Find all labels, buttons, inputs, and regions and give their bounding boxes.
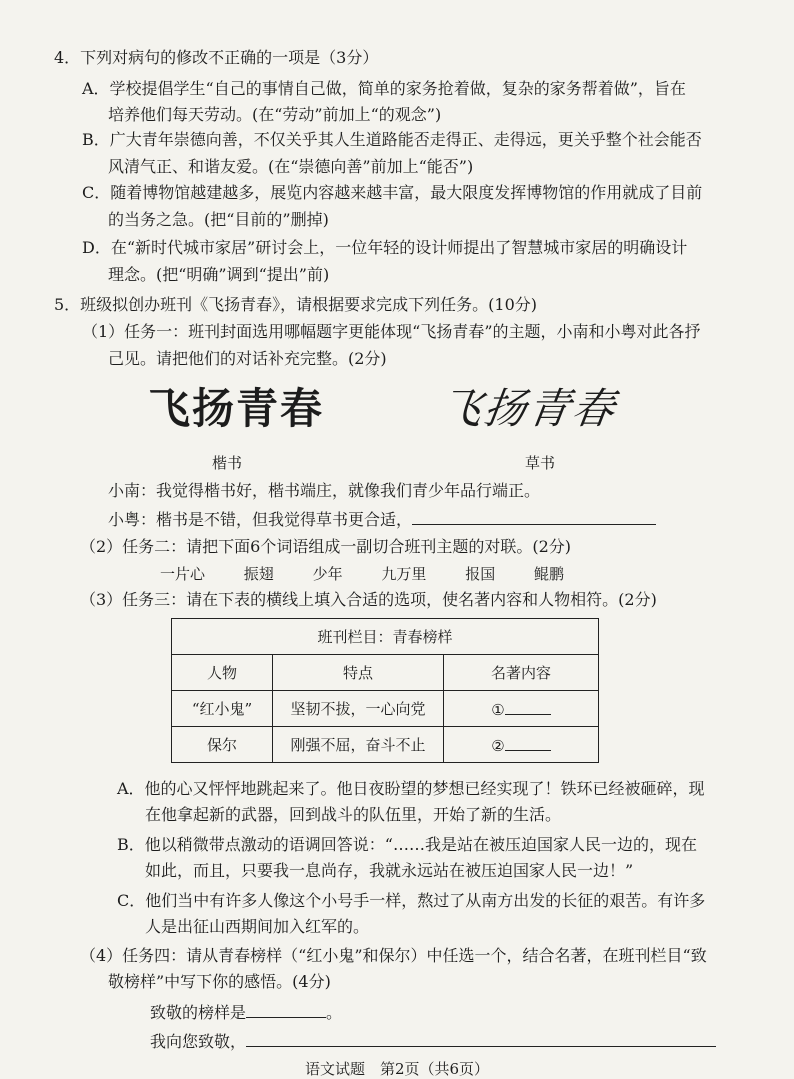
salute-role-model: 致敬的榜样是 。 (150, 1003, 343, 1022)
table-row (172, 727, 599, 763)
task1-line2: 己见。请把他们的对话补充完整。(2分) (108, 349, 387, 368)
word-6: 鲲鹏 (533, 565, 564, 583)
header-person: 人物 (172, 655, 273, 691)
cell-person: “红小鬼” (172, 691, 273, 727)
answer-blank-1[interactable] (505, 698, 551, 715)
page-footer: 语文试题 第2页（共6页） (304, 1060, 490, 1078)
q5-stem: 5．班级拟创办班刊《飞扬青春》，请根据要求完成下列任务。(10分) (54, 295, 538, 314)
salute-message: 我向您致敬， (150, 1030, 716, 1052)
role-model-table (171, 618, 599, 763)
salute-message-blank[interactable] (246, 1030, 716, 1047)
caption-kaishu: 楷书 (212, 454, 243, 472)
calligraphy-kaishu: 飞扬青春 (148, 384, 325, 433)
task4-line1: （4）任务四：请从青春榜样（“红小鬼”和保尔）中任选一个，结合名著，在班刊栏目“致 (80, 946, 707, 965)
task3-option-a-line1: A．他的心又怦怦地跳起来了。他日夜盼望的梦想已经实现了！铁环已经被砸碎，现 (117, 779, 705, 798)
role-model-blank[interactable] (246, 1001, 326, 1018)
task3-option-c-line2: 人是出征山西期间加入红军的。 (145, 917, 370, 936)
word-5: 报国 (465, 565, 496, 583)
calligraphy-caoshu: 飞扬青春 (436, 384, 620, 433)
xiaoyue-answer-blank[interactable] (412, 508, 656, 525)
xiaoyue-dialogue: 小粤：楷书是不错，但我觉得草书更合适， (108, 508, 656, 530)
cell-trait: 坚韧不拔，一心向党 (273, 691, 444, 727)
xiaonan-dialogue: 小南：我觉得楷书好，楷书端庄，就像我们青少年品行端正。 (108, 481, 541, 500)
header-trait: 特点 (273, 655, 444, 691)
table-row (172, 691, 599, 727)
task3-option-a-line2: 在他拿起新的武器，回到战斗的队伍里，开始了新的生活。 (145, 805, 562, 824)
task3-option-b-line1: B．他以稍微带点激动的语调回答说：“……我是站在被压迫国家人民一边的，现在 (117, 835, 697, 854)
table-title: 班刊栏目：青春榜样 (172, 619, 599, 655)
cell-trait: 刚强不屈，奋斗不止 (273, 727, 444, 763)
q4-option-c-line1: C．随着博物馆越建越多，展览内容越来越丰富，最大限度发挥博物馆的作用就成了目前 (82, 183, 703, 202)
task4-line2: 敬榜样”中写下你的感悟。(4分) (108, 972, 331, 991)
q4-option-b-line2: 风清气正、和谐友爱。(在“崇德向善”前加上“能否”) (108, 157, 474, 176)
header-book-content: 名著内容 (444, 655, 599, 691)
word-3: 少年 (312, 565, 343, 583)
task1-line1: （1）任务一：班刊封面选用哪幅题字更能体现“飞扬青春”的主题，小南和小粤对此各抒 (82, 322, 701, 341)
q4-option-d-line2: 理念。(把“明确”调到“提出”前) (108, 265, 330, 284)
q4-option-a-line1: A．学校提倡学生“自己的事情自己做，简单的家务抢着做，复杂的家务帮着做”，旨在 (82, 79, 686, 98)
task3-option-c-line1: C．他们当中有许多人像这个小号手一样，熬过了从南方出发的长征的艰苦。有许多 (117, 891, 706, 910)
couplet-word-list (160, 563, 598, 584)
q4-stem: 4．下列对病句的修改不正确的一项是（3分） (54, 48, 379, 67)
task2-prompt: （2）任务二：请把下面6个词语组成一副切合班刊主题的对联。(2分) (80, 537, 572, 556)
cell-person: 保尔 (172, 727, 273, 763)
q4-option-d-line1: D．在“新时代城市家居”研讨会上，一位年轻的设计师提出了智慧城市家居的明确设计 (82, 238, 688, 257)
task3-option-b-line2: 如此，而且，只要我一息尚存，我就永远站在被压迫国家人民一边！” (145, 861, 634, 880)
q4-option-c-line2: 的当务之急。(把“目前的”删掉) (108, 210, 329, 229)
word-1: 一片心 (160, 565, 206, 583)
cell-answer-1: ① (444, 691, 599, 727)
cell-answer-2: ② (444, 727, 599, 763)
q4-option-b-line1: B．广大青年崇德向善，不仅关乎其人生道路能否走得正、走得远，更关乎整个社会能否 (82, 130, 702, 149)
answer-blank-2[interactable] (505, 734, 551, 751)
word-2: 振翅 (243, 565, 274, 583)
word-4: 九万里 (381, 565, 427, 583)
table-header-row (172, 655, 599, 691)
q4-option-a-line2: 培养他们每天劳动。(在“劳动”前加上“的观念”) (108, 105, 442, 124)
task3-prompt: （3）任务三：请在下表的横线上填入合适的选项，使名著内容和人物相符。(2分) (80, 590, 657, 609)
caption-caoshu: 草书 (525, 454, 556, 472)
